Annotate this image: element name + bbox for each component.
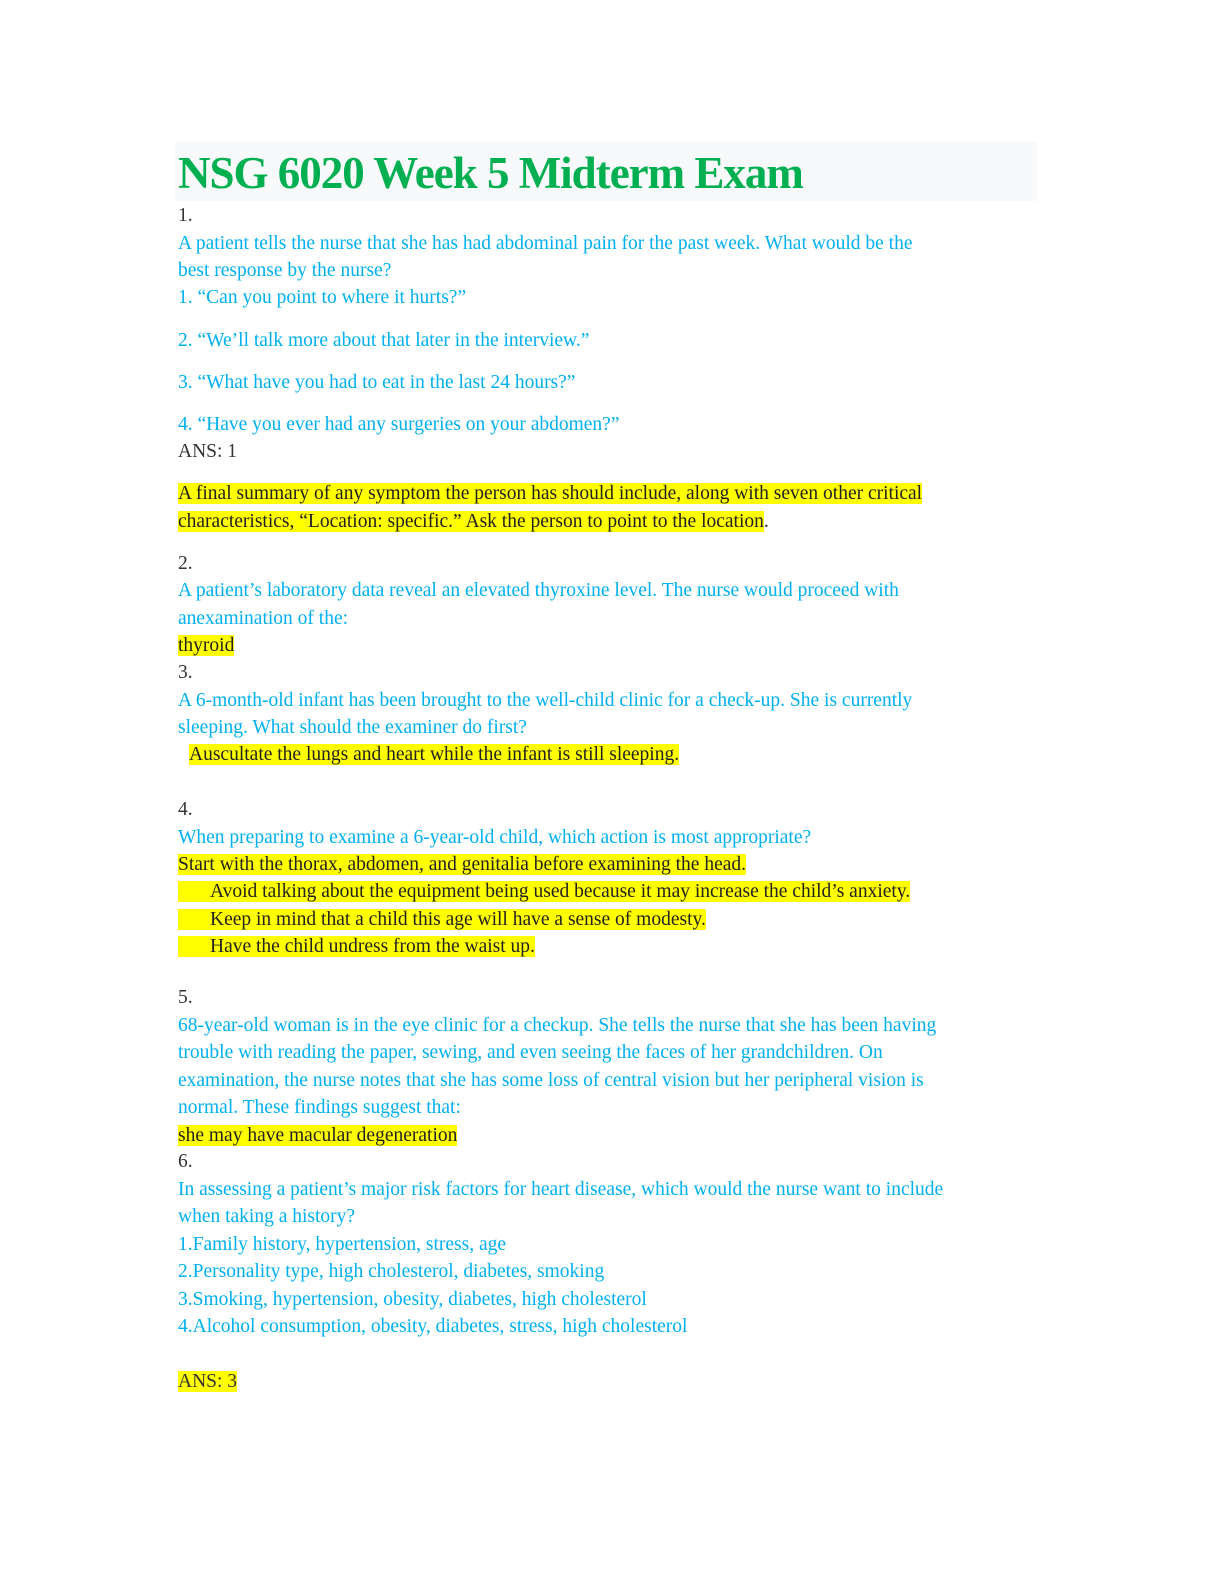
highlighted-answer: Have the child undress from the waist up. <box>178 936 535 957</box>
answer-option: 4. “Have you ever had any surgeries on your abdomen?” <box>178 414 620 435</box>
question-stem: In assessing a patient’s major risk factors for heart disease, which would the nurse want to include <box>178 1179 944 1200</box>
rationale-text: A final summary of any symptom the person has should include, along with seven other critical <box>178 483 923 504</box>
question-stem: anexamination of the: <box>178 608 349 629</box>
question-number: 4. <box>178 799 193 820</box>
answer-option: 2.Personality type, high cholesterol, diabetes, smoking <box>178 1261 605 1282</box>
answer-option: 4.Alcohol consumption, obesity, diabetes, stress, high cholesterol <box>178 1316 688 1337</box>
question-stem: 68-year-old woman is in the eye clinic for a checkup. She tells the nurse that she has been having <box>178 1015 937 1036</box>
highlighted-answer: Start with the thorax, abdomen, and genitalia before examining the head. <box>178 854 747 875</box>
answer-key: ANS: 1 <box>178 441 238 462</box>
question-number: 1. <box>178 205 193 226</box>
question-stem: best response by the nurse? <box>178 260 392 281</box>
question-stem: trouble with reading the paper, sewing, and even seeing the faces of her grandchildren. On <box>178 1042 883 1063</box>
page-title: NSG 6020 Week 5 Midterm Exam <box>178 148 803 198</box>
highlighted-answer: she may have macular degeneration <box>178 1125 458 1146</box>
question-stem: normal. These findings suggest that: <box>178 1097 461 1118</box>
question-stem: A patient’s laboratory data reveal an elevated thyroxine level. The nurse would proceed with <box>178 580 899 601</box>
question-stem: A 6-month-old infant has been brought to the well-child clinic for a check-up. She is currently <box>178 690 913 711</box>
highlighted-answer: thyroid <box>178 635 235 656</box>
question-stem: A patient tells the nurse that she has had abdominal pain for the past week. What would be the <box>178 233 913 254</box>
highlighted-answer: Auscultate the lungs and heart while the infant is still sleeping. <box>189 744 680 765</box>
answer-option: 2. “We’ll talk more about that later in the interview.” <box>178 330 590 351</box>
rationale-period: . <box>763 511 769 532</box>
question-stem: when taking a history? <box>178 1206 356 1227</box>
question-number: 2. <box>178 553 193 574</box>
answer-key: ANS: 3 <box>178 1371 238 1392</box>
question-number: 5. <box>178 987 193 1008</box>
question-number: 6. <box>178 1151 193 1172</box>
rationale-text: characteristics, “Location: specific.” Ask the person to point to the location <box>178 511 764 532</box>
answer-option: 3.Smoking, hypertension, obesity, diabetes, high cholesterol <box>178 1289 647 1310</box>
answer-option: 1. “Can you point to where it hurts?” <box>178 287 467 308</box>
highlighted-answer: Avoid talking about the equipment being used because it may increase the child’s anxiety. <box>178 881 910 902</box>
question-stem: When preparing to examine a 6-year-old child, which action is most appropriate? <box>178 827 812 848</box>
question-stem: sleeping. What should the examiner do first? <box>178 717 527 738</box>
highlighted-answer: Keep in mind that a child this age will have a sense of modesty. <box>178 909 706 930</box>
answer-option: 3. “What have you had to eat in the last 24 hours?” <box>178 372 576 393</box>
question-number: 3. <box>178 662 193 683</box>
answer-option: 1.Family history, hypertension, stress, age <box>178 1234 507 1255</box>
question-stem: examination, the nurse notes that she has some loss of central vision but her peripheral vision is <box>178 1070 924 1091</box>
